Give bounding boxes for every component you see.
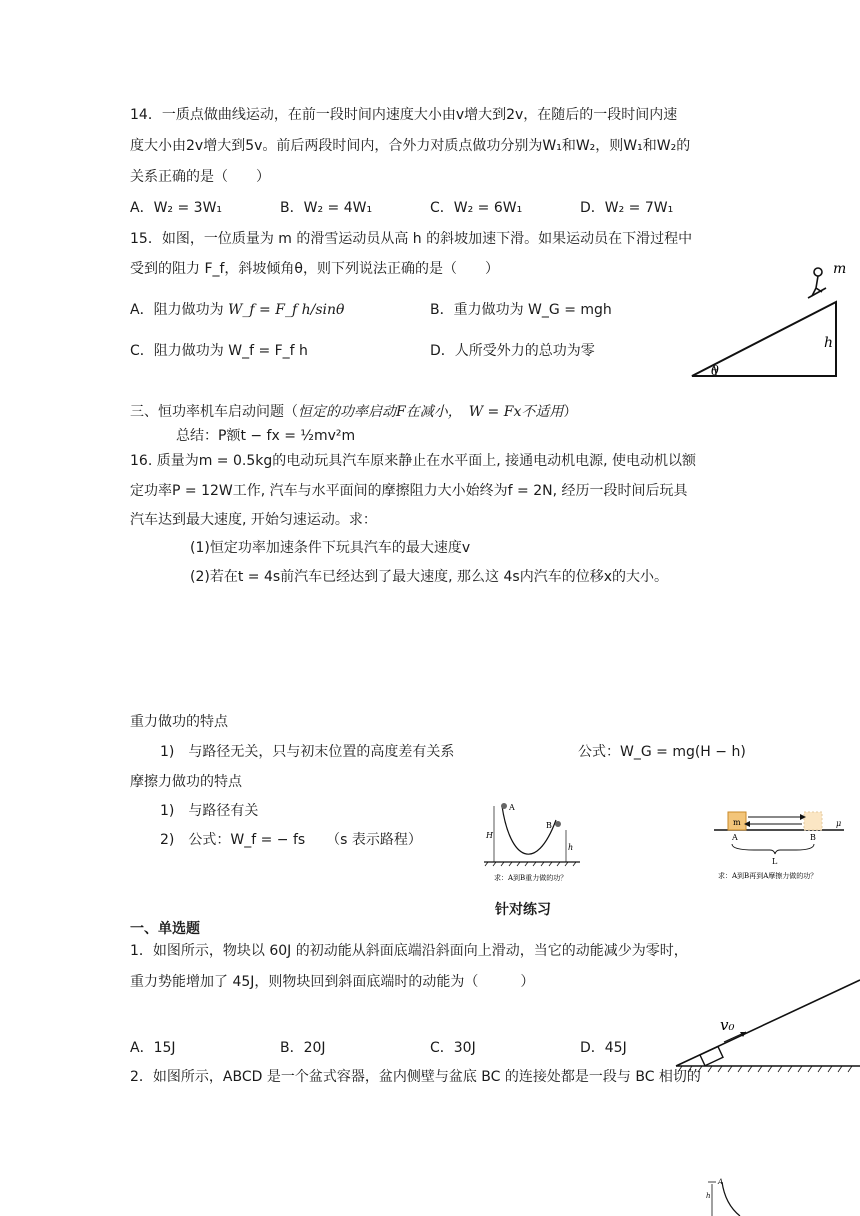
q14-line-2: 度大小由2v增大到5v。前后两段时间内，合外力对质点做功分别为W₁和W₂，则W₁和W₂的 xyxy=(130,138,691,154)
section3-heading-text: 三、恒功率机车启动问题（ xyxy=(130,404,298,420)
q14-option-a: A．W₂ = 3W₁ xyxy=(130,200,223,216)
gravity-item-1: 1) 与路径无关，只与初末位置的高度差有关系 xyxy=(160,744,455,760)
practice-q1-option-b: B．20J xyxy=(280,1040,326,1056)
basin-container-figure xyxy=(700,1176,750,1216)
basin-label-h: h xyxy=(706,1192,711,1200)
block-label-mu: μ xyxy=(836,819,842,828)
practice-q1-option-a: A．15J xyxy=(130,1040,176,1056)
block-label-m: m xyxy=(733,818,741,827)
slope-label-theta: θ xyxy=(711,364,719,379)
q15-option-c: C．阻力做功为 W_f = F_f h xyxy=(130,343,308,359)
bowl-label-b: B xyxy=(546,821,552,830)
slope-label-h: h xyxy=(824,335,834,351)
gravity-title: 重力做功的特点 xyxy=(130,714,228,730)
q16-line-2: 定功率P = 12W工作, 汽车与水平面间的摩擦阻力大小始终为f = 2N, 经历一段时间后玩具 xyxy=(130,483,688,499)
q16-line-1: 16. 质量为m = 0.5kg的电动玩具汽车原来静止在水平面上, 接通电动机电源, 使电动机以额 xyxy=(130,453,697,469)
section3-heading-note: 恒定的功率启动F在减小， W = Fx不适用 xyxy=(298,404,564,420)
q14-line-3: 关系正确的是（ ） xyxy=(130,169,270,185)
basin-label-a: A xyxy=(718,1178,724,1186)
q15-option-a-formula: W_f = F_f h/sinθ xyxy=(228,302,345,318)
practice-q2-line-1: 2．如图所示，ABCD 是一个盆式容器，盆内侧壁与盆底 BC 的连接处都是一段与 BC 相切的 xyxy=(130,1069,701,1085)
q14-option-c: C．W₂ = 6W₁ xyxy=(430,200,523,216)
block-label-l: L xyxy=(772,857,778,866)
q15-option-a-label: A．阻力做功为 xyxy=(130,302,224,318)
practice-q1-option-d: D．45J xyxy=(580,1040,627,1056)
section3-heading xyxy=(130,402,577,422)
bowl-label-H: H xyxy=(486,831,493,840)
friction-title: 摩擦力做功的特点 xyxy=(130,774,242,790)
practice-title: 针对练习 xyxy=(495,902,551,918)
bowl-caption: 求：A到B重力做的功？ xyxy=(494,874,568,882)
block-label-a: A xyxy=(732,833,738,842)
gravity-formula: 公式：W_G = mg(H − h) xyxy=(578,744,746,760)
practice-q1-option-c: C．30J xyxy=(430,1040,476,1056)
practice-section-1: 一、单选题 xyxy=(130,921,200,937)
skier-icon xyxy=(808,268,826,298)
bowl-path-figure xyxy=(480,800,584,884)
block-friction-figure xyxy=(710,804,848,884)
slope-label-m: m xyxy=(833,261,847,277)
q14-option-d: D．W₂ = 7W₁ xyxy=(580,200,674,216)
section3-heading-end: ） xyxy=(563,404,578,420)
q15-line-2: 受到的阻力 F_f，斜坡倾角θ，则下列说法正确的是（ ） xyxy=(130,261,499,277)
q14-option-b: B．W₂ = 4W₁ xyxy=(280,200,373,216)
bowl-label-a: A xyxy=(509,803,515,812)
q14-line-1: 14．一质点做曲线运动，在前一段时间内速度大小由v增大到2v，在随后的一段时间内速 xyxy=(130,107,678,123)
q15-option-a xyxy=(130,300,344,320)
ski-slope-figure xyxy=(688,258,848,383)
friction-item-1: 1) 与路径有关 xyxy=(160,803,259,819)
q16-sub-1: (1)恒定功率加速条件下玩具汽车的最大速度v xyxy=(190,540,471,556)
section3-summary: 总结：P额t − fx = ½mv²m xyxy=(176,428,356,444)
practice-q1-line-1: 1．如图所示，物块以 60J 的初动能从斜面底端沿斜面向上滑动，当它的动能减少为零时， xyxy=(130,943,688,959)
bowl-label-h: h xyxy=(568,843,574,852)
block-label-b: B xyxy=(810,833,816,842)
incline-label-v0: v₀ xyxy=(720,1016,735,1034)
block-caption: 求：A到B再到A摩擦力做的功？ xyxy=(718,872,818,880)
incline-block-figure xyxy=(670,958,860,1078)
q16-line-3: 汽车达到最大速度, 开始匀速运动。求： xyxy=(130,512,377,528)
practice-q1-line-2: 重力势能增加了 45J，则物块回到斜面底端时的动能为（ ） xyxy=(130,974,535,990)
q15-option-d: D．人所受外力的总功为零 xyxy=(430,343,595,359)
q15-option-b: B．重力做功为 W_G = mgh xyxy=(430,302,612,318)
friction-item-2: 2) 公式：W_f = − fs （s 表示路程） xyxy=(160,832,422,848)
q16-sub-2: (2)若在t = 4s前汽车已经达到了最大速度, 那么这 4s内汽车的位移x的大小。 xyxy=(190,569,668,585)
q15-line-1: 15．如图，一位质量为 m 的滑雪运动员从高 h 的斜坡加速下滑。如果运动员在下滑过程中 xyxy=(130,231,693,247)
